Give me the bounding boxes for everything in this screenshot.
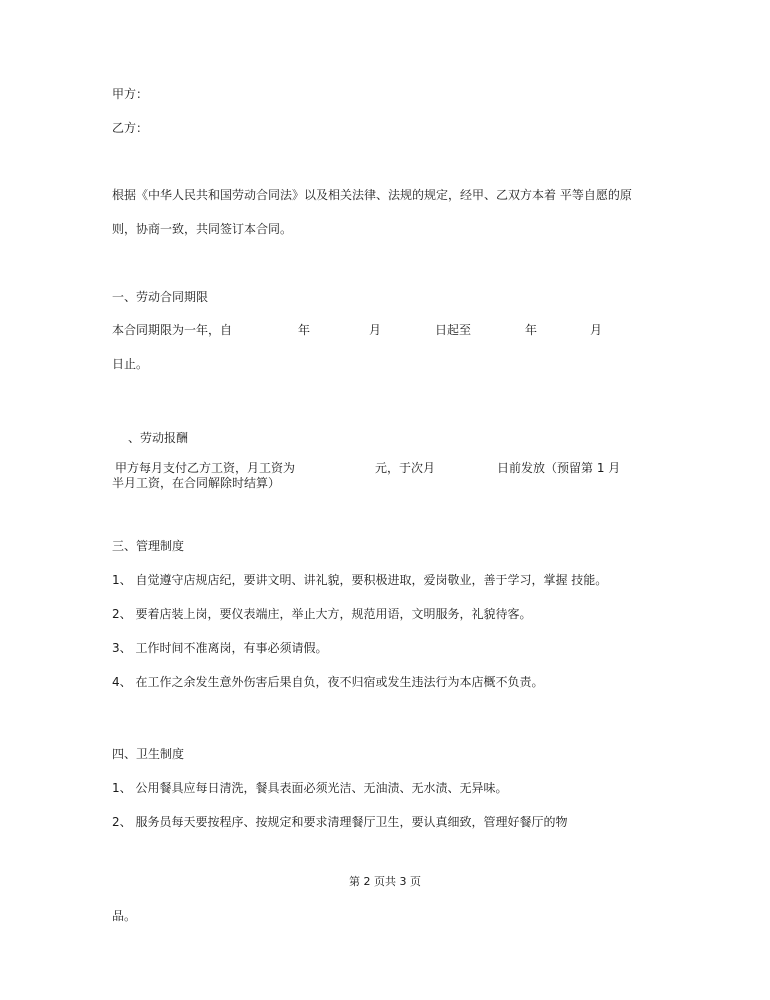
pay-line-2: 半月工资，在合同解除时结算） [112, 476, 281, 490]
section3-item-2: 2、 要着店装上岗，要仪表端庄，举止大方，规范用语，文明服务，礼貌待客。 [112, 607, 532, 621]
party-b-label: 乙方： [112, 121, 149, 135]
party-a-label: 甲方： [112, 87, 149, 101]
term-end: 日止。 [112, 357, 149, 371]
pay-suffix: 日前发放（预留第 1 月 [497, 461, 621, 475]
term-prefix: 本合同期限为一年，自 [112, 323, 233, 337]
term-year-2: 年 [525, 323, 538, 337]
section4-item-2: 2、 服务员每天要按程序、按规定和要求清理餐厅卫生，要认真细致，管理好餐厅的物 [112, 815, 568, 829]
pay-yuan: 元，于次月 [375, 461, 436, 475]
term-month-2: 月 [590, 323, 603, 337]
section3-item-4: 4、 在工作之余发生意外伤害后果自负，夜不归宿或发生违法行为本店概不负责。 [112, 675, 544, 689]
term-month-1: 月 [369, 323, 382, 337]
section4-item-1: 1、 公用餐具应每日清洗，餐具表面必须光洁、无油渍、无水渍、无异味。 [112, 781, 508, 795]
section4-heading: 四、卫生制度 [112, 747, 185, 761]
section3-heading: 三、管理制度 [112, 539, 185, 553]
preamble-line-2: 则，协商一致，共同签订本合同。 [112, 222, 293, 236]
preamble-line-1: 根据《中华人民共和国劳动合同法》以及相关法律、法规的规定，经甲、乙双方本着 平等自愿的原 [112, 188, 632, 202]
term-day-from: 日起至 [435, 323, 472, 337]
section3-item-1: 1、 自觉遵守店规店纪，要讲文明、讲礼貌，要积极进取，爱岗敬业，善于学习，掌握 技能。 [112, 573, 608, 587]
pay-prefix: 甲方每月支付乙方工资，月工资为 [115, 461, 296, 475]
section3-item-3: 3、 工作时间不准离岗，有事必须请假。 [112, 641, 328, 655]
page-number-footer: 第 2 页共 3 页 [349, 875, 421, 888]
section1-heading: 一、劳动合同期限 [112, 290, 209, 304]
continuation-text: 品。 [112, 909, 137, 923]
section2-heading: 、劳动报酬 [128, 431, 189, 445]
term-year-1: 年 [298, 323, 311, 337]
